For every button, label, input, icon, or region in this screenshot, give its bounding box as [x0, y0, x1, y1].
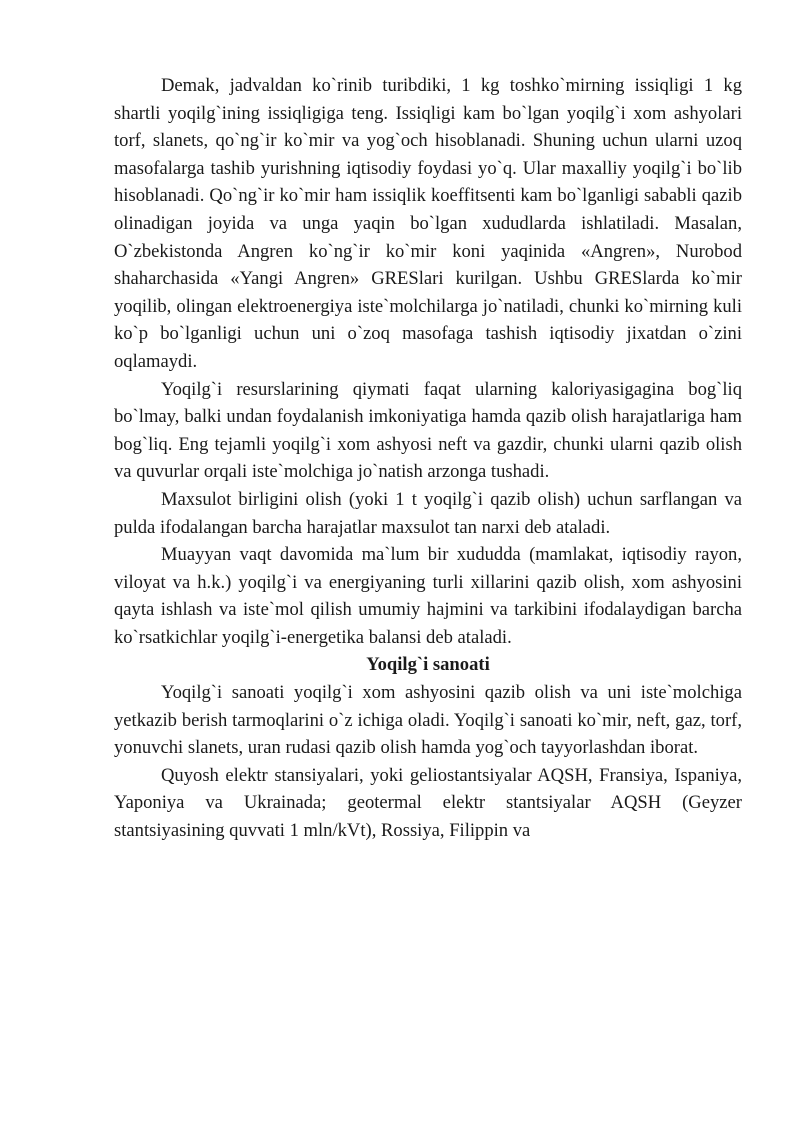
paragraph-fuel-industry: Yoqilg`i sanoati yoqilg`i xom ashyosini qazib olish va uni iste`molchiga yetkazib berish tarmoqlarini o`z ichiga oladi. Yoqilg`i sanoati ko`mir, neft, gaz, torf, yonuvchi slanets, uran rudasi qazib olish hamda yog`och tayyorlashdan iborat.: [114, 682, 742, 759]
paragraph-solar-geothermal: Quyosh elektr stansiyalari, yoki geliostantsiyalar AQSH, Fransiya, Ispaniya, Yaponiya va Ukrainada; geotermal elektr stantsiyalar AQSH (Geyzer stantsiyasining quvvati 1 mln/kVt), Rossiya, Filippin va: [114, 764, 742, 842]
paragraph-fuel-resource-value: Yoqilg`i resurslarining qiymati faqat ularning kaloriyasigagina bog`liq bo`lmay, balki undan foydalanish imkoniyatiga hamda qazib olish harajatlariga ham bog`liq. Eng tejamli yoqilg`i xom ashyosi neft va gazdir, chunki ularni qazib olish va quvurlar orqali iste`molchiga jo`natish arzonga tushadi.: [114, 378, 742, 483]
paragraph-product-cost: Maxsulot birligini olish (yoki 1 t yoqilg`i qazib olish) uchun sarflangan va pulda ifodalangan barcha harajatlar maxsulot tan narxi deb ataladi.: [114, 488, 742, 538]
paragraph-coal-heat-value: Demak, jadvaldan ko`rinib turibdiki, 1 kg toshko`mirning issiqligi 1 kg shartli yoqilg`ining issiqligiga teng. Issiqligi kam bo`lgan yoqilg`i xom ashyolari torf, slanets, qo`ng`ir ko`mir va yog`och hisoblanadi. Shuning uchun ularni uzoq masofalarga tashib yurishning iqtisodiy foydasi yo`q. Ular maxalliy yoqilg`i bo`lib hisoblanadi. Qo`ng`ir ko`mir ham issiqlik koeffitsenti kam bo`lganligi sababli qazib olinadigan joyida va unga yaqin bo`lgan xududlarda ishlatiladi. Masalan, O`zbekistonda Angren ko`ng`ir ko`mir koni yaqinida «Angren», Nurobod shaharchasida «Yangi Angren» GRESlari kurilgan. Ushbu GRESlarda ko`mir yoqilib, olingan elektroenergiya iste`molchilarga jo`natiladi, chunki ko`mirning kuli ko`p bo`lganligi uchun uni o`zoq masofaga tashish iqtisodiy jixatdan o`zini oqlamaydi.: [114, 75, 742, 372]
paragraph-fuel-energy-balance: Muayyan vaqt davomida ma`lum bir xududda (mamlakat, iqtisodiy rayon, viloyat va h.k.) yoqilg`i va energiyaning turli xillarini qazib olish, xom ashyosini qayta ishlash va iste`mol qilish umumiy hajmini va tarkibini ifodalaydigan barcha ko`rsatkichlar yoqilg`i-energetika balansi deb ataladi.: [114, 544, 742, 648]
section-heading: Yoqilg`i sanoati: [366, 654, 490, 676]
document-page: [114, 72, 742, 845]
